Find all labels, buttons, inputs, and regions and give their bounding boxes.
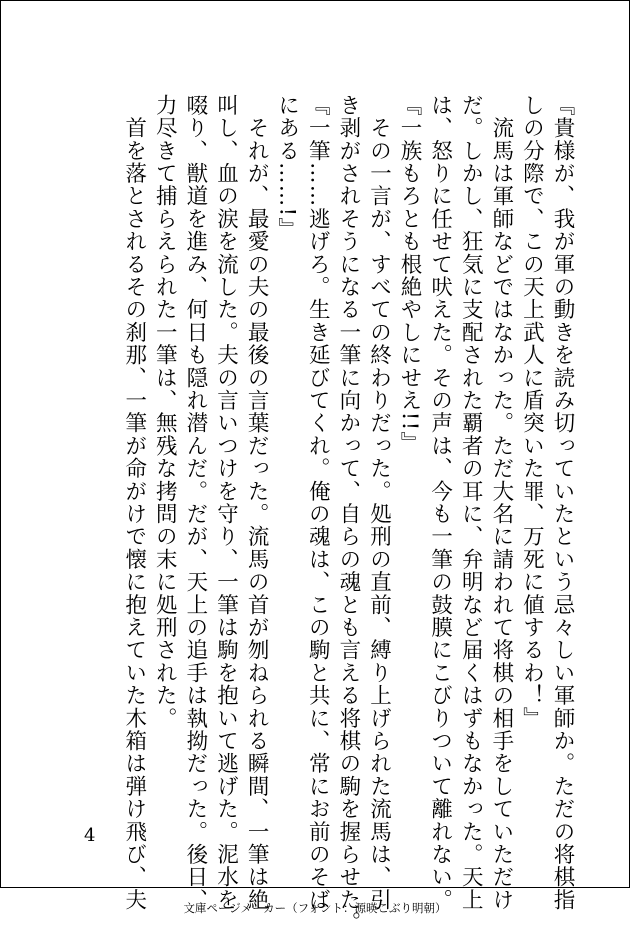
- footer-caption: 文庫ページメーカー（フォント：源暎こぶり明朝）: [183, 901, 447, 915]
- text-line: は、怒りに任せて吠えた。その声は、今も一筆の鼓膜にこびりついて離れない。: [427, 94, 453, 912]
- text-line: 『一族もろとも根絶やしにせえ!!』: [397, 94, 423, 455]
- text-line: 啜り、獣道を進み、何日も隠れ潜んだ。だが、天上の追手は執拗だった。後日、: [182, 94, 208, 912]
- page-number: 4: [84, 825, 96, 846]
- text-line: 『貴様が、我が軍の動きを読み切っていたという忌々しい軍師か。ただの将棋指: [550, 94, 575, 912]
- text-line: き剥がされそうになる一筆に向かって、自らの魂とも言える将棋の駒を握らせた。: [335, 94, 361, 934]
- text-line: 『一筆……逃げろ。生き延びてくれ。俺の魂は、この駒と共に、常にお前のそば: [305, 94, 331, 912]
- text-line: 叫し、血の涙を流した。夫の言いつけを守り、一筆は駒を抱いて逃げた。泥水を: [213, 94, 239, 912]
- text-line: だ。しかし、狂気に支配された覇者の耳に、弁明など届くはずもなかった。天上: [458, 94, 484, 912]
- text-line: その一言が、すべての終わりだった。処刑の直前、縛り上げられた流馬は、引: [366, 94, 392, 912]
- text-line: にある……!』: [274, 94, 300, 241]
- text-line: しの分際で、この天上武人に盾突いた罪、万死に値するわ！』: [519, 94, 545, 730]
- text-line: 流馬は軍師などではなかった。ただ大名に請われて将棋の相手をしていただけ: [488, 94, 514, 912]
- text-line: 首を落とされるその刹那、一筆が命がけで懐に抱えていた木箱は弾け飛び、夫: [121, 94, 147, 912]
- text-line: それが、最愛の夫の最後の言葉だった。流馬の首が刎ねられる瞬間、一筆は絶: [244, 94, 270, 912]
- text-line: 力尽きて捕らえられた一筆は、無残な拷問の末に処刑された。: [152, 94, 178, 730]
